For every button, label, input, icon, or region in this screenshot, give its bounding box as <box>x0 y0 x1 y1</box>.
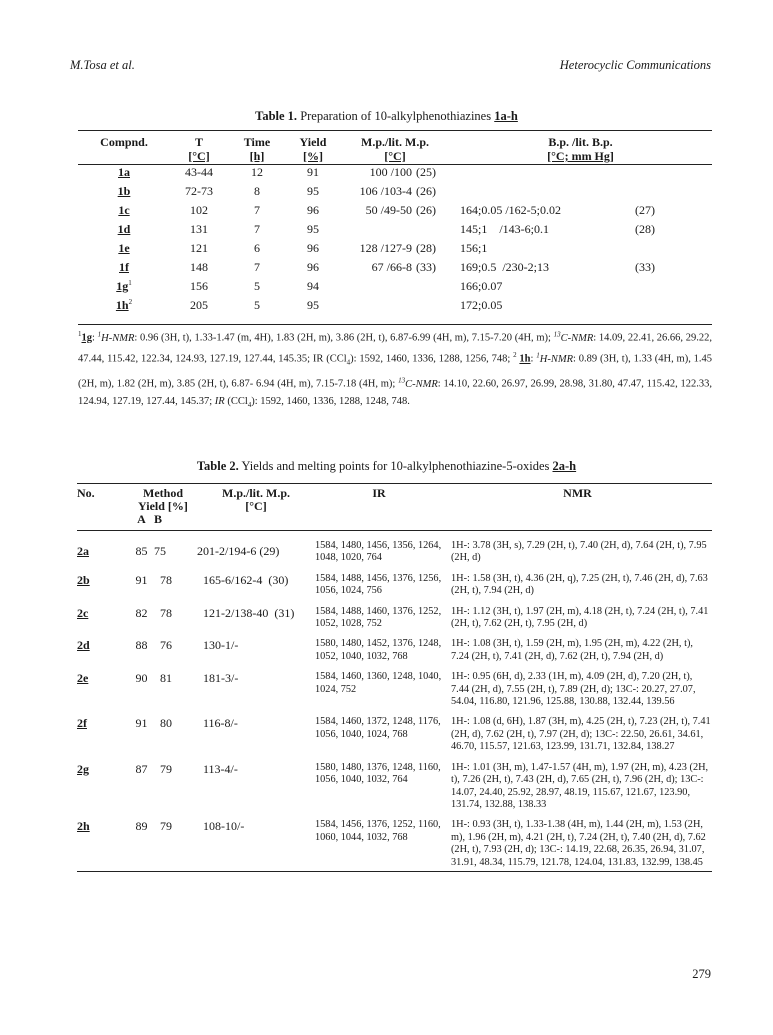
t1-unit-t: [°C] <box>188 149 210 163</box>
nmr-data: 1H-: 1.01 (3H, m), 1.47-1.57 (4H, m), 1.97 (2H, m), 4.23 (2H, t), 7.26 (2H, t), 7.43 (2H, d), 7.65 (2H, t), 7.96 (2H, d); 13C-: 14.07, 24.40, 25.92, 28.97, 48.19, 115.67, 121.67, 123.90, 131.74, 132.88, 138.33 <box>451 761 709 810</box>
melting-point: 165-6/162-4 (30) <box>203 572 289 587</box>
yield-b: 80 <box>160 716 172 731</box>
table2-top-rule <box>77 483 712 484</box>
table-row <box>78 296 711 315</box>
table1-bottom-rule <box>78 324 712 325</box>
t1-col-compnd: Compnd. <box>100 135 148 149</box>
yield-a: 82 <box>135 605 148 620</box>
boiling-point: 164;0.05 /162-5;0.02 <box>460 203 561 217</box>
melting-point: 130-1/- <box>203 638 239 653</box>
melting-point: 106 /103-4 <box>359 184 412 198</box>
compound-id: 2g <box>77 761 89 776</box>
time: 7 <box>254 222 260 236</box>
compound-id: 1h <box>115 298 129 312</box>
nmr-data: 1H-: 1.08 (d, 6H), 1.87 (3H, m), 4.25 (2H, t), 7.23 (2H, t), 7.41 (2H, d), 7.62 (2H, t), 7.97 (2H, d); 13C-: 22.50, 26.61, 34.61, 46.70, 115.57, 121.63, 123.99, 131.71, 132.84, 138.27 <box>451 716 711 753</box>
boiling-point: 145;1 /143-6;0.1 <box>460 222 549 236</box>
compound-id: 1e <box>118 241 130 255</box>
melting-point: 121-2/138-40 (31) <box>203 605 295 620</box>
t2-col-mp: M.p./lit. M.p. <box>222 486 290 500</box>
running-header-authors: M.Tosa et al. <box>70 58 135 72</box>
melting-point <box>340 220 416 239</box>
ir-data: 1584, 1456, 1376, 1252, 1160, 1060, 1044, 1032, 768 <box>315 819 441 843</box>
mp-ref: (25) <box>416 165 436 179</box>
table-row <box>77 630 712 663</box>
compound-id: 1a <box>118 165 130 179</box>
table-row <box>77 754 712 812</box>
yield-a: 88 <box>135 638 148 653</box>
compound-id: 1c <box>118 203 130 217</box>
melting-point: 128 /127-9 <box>359 241 412 255</box>
compound-id: 2d <box>77 638 90 653</box>
time: 7 <box>254 260 260 274</box>
yield-b: 79 <box>160 761 172 776</box>
boiling-point: 172;0.05 <box>460 298 503 312</box>
boiling-point <box>450 182 635 201</box>
temperature: 148 <box>190 260 208 274</box>
running-header-journal: Heterocyclic Communications <box>559 58 711 72</box>
melting-point: 181-3/- <box>203 671 239 686</box>
yield-b: 75 <box>154 544 166 558</box>
melting-point <box>340 296 416 315</box>
boiling-point: 169;0.5 /230-2;13 <box>460 260 549 274</box>
table-row <box>77 526 712 565</box>
ir-data: 1580, 1480, 1452, 1376, 1248, 1052, 1040, 1032, 768 <box>315 638 442 662</box>
table-row <box>77 708 712 753</box>
mp-ref: (33) <box>416 260 436 274</box>
yield: 96 <box>307 203 319 217</box>
yield-b: 78 <box>160 605 172 620</box>
mp-ref: (26) <box>416 203 436 217</box>
yield-b: 76 <box>160 638 172 653</box>
compound-id: 2a <box>77 544 89 558</box>
time: 12 <box>251 165 263 179</box>
ir-data: 1584, 1488, 1460, 1376, 1252, 1052, 1028, 752 <box>315 605 442 630</box>
temperature: 131 <box>190 222 208 236</box>
footnote-mark: 2 <box>128 298 133 306</box>
time: 6 <box>254 241 260 255</box>
temperature: 205 <box>190 298 208 312</box>
table2-bottom-rule <box>77 871 712 872</box>
table1-header-rule <box>78 164 712 165</box>
bp-ref: (27) <box>635 203 655 217</box>
t2-sub-yield: Yield [%] <box>138 499 188 513</box>
t2-sub-a: A <box>137 512 146 526</box>
melting-point <box>340 277 416 296</box>
ir-data: 1584, 1460, 1360, 1248, 1040, 1024, 752 <box>315 671 442 695</box>
table2-caption: Table 2. Yields and melting points for 10-alkylphenothiazine-5-oxides 2a-h <box>196 459 577 473</box>
temperature: 43-44 <box>185 165 213 179</box>
table-row <box>77 598 712 631</box>
mp-ref <box>416 296 450 315</box>
bp-ref <box>635 163 711 182</box>
yield-a: 91 <box>135 716 148 731</box>
compound-id: 2f <box>77 716 87 731</box>
bp-ref <box>635 239 711 258</box>
nmr-data: 1H-: 3.78 (3H, s), 7.29 (2H, t), 7.40 (2H, d), 7.64 (2H, t), 7.95 (2H, d) <box>451 540 707 564</box>
ir-data: 1584, 1488, 1456, 1376, 1256, 1056, 1024, 756 <box>315 572 442 597</box>
compound-id: 1b <box>117 184 131 198</box>
time: 8 <box>254 184 260 198</box>
t1-unit-bp: [°C; mm Hg] <box>547 149 614 163</box>
melting-point: 113-4/- <box>203 761 238 776</box>
table-row <box>78 258 711 277</box>
compound-id: 2h <box>77 819 90 834</box>
bp-ref: (28) <box>635 222 655 236</box>
bp-ref <box>635 182 711 201</box>
t2-sub-unit: [°C] <box>245 499 267 513</box>
mp-ref: (28) <box>416 241 436 255</box>
yield: 95 <box>307 222 319 236</box>
yield-b: 79 <box>160 819 172 834</box>
yield: 91 <box>307 165 319 179</box>
melting-point: 100 /100 <box>369 165 412 179</box>
bp-ref: (33) <box>635 260 655 274</box>
temperature: 156 <box>190 279 208 293</box>
t1-col-time: Time <box>243 135 271 149</box>
t2-col-method: Method <box>143 486 183 500</box>
temperature: 121 <box>190 241 208 255</box>
mp-ref <box>416 277 450 296</box>
yield-a: 90 <box>135 671 148 686</box>
bp-ref <box>635 277 711 296</box>
t1-unit-time: [h] <box>249 149 265 163</box>
temperature: 72-73 <box>185 184 213 198</box>
table2 <box>77 487 712 869</box>
t1-unit-mp: [°C] <box>384 149 406 163</box>
nmr-data: 1H-: 1.12 (3H, t), 1.97 (2H, m), 4.18 (2H, t), 7.24 (2H, t), 7.41 (2H, t), 7.62 (2H, t), 7.95 (2H, d) <box>451 605 709 630</box>
melting-point: 108-10/- <box>203 819 245 834</box>
ir-data: 1584, 1460, 1372, 1248, 1176, 1056, 1040, 1024, 768 <box>315 716 441 740</box>
yield-b: 78 <box>160 572 172 587</box>
nmr-data: 1H-: 1.58 (3H, t), 4.36 (2H, q), 7.25 (2H, t), 7.46 (2H, d), 7.63 (2H, t), 7.94 (2H, d) <box>451 572 708 597</box>
yield-a: 85 <box>135 544 148 558</box>
table-row <box>78 201 711 220</box>
footnote-mark: 1 <box>128 279 132 287</box>
yield: 95 <box>307 184 319 198</box>
boiling-point: 156;1 <box>460 241 488 255</box>
t2-col-ir: IR <box>372 486 386 500</box>
table-row <box>78 163 711 182</box>
table-row <box>77 663 712 708</box>
yield-a: 91 <box>135 572 148 587</box>
t1-col-yield: Yield <box>299 135 327 149</box>
mp-ref <box>416 220 450 239</box>
table1 <box>78 135 711 315</box>
compound-id: 2c <box>77 605 89 620</box>
yield-a: 89 <box>135 819 148 834</box>
table1-top-rule <box>78 130 712 131</box>
nmr-data: 1H-: 0.93 (3H, t), 1.33-1.38 (4H, m), 1.44 (2H, m), 1.53 (2H, m), 1.96 (2H, m), 4.21 (2H, t), 7.24 (2H, t), 7.40 (2H, d), 7.62 (2H, t), 7.93 (2H, d); 13C-: 14.19, 22.68, 26.35, 26.94, 31.07, 31.91, 48.34, 115.79, 121.78, 124.04, 131.83, 132.99, 138.45 <box>451 819 706 868</box>
t2-sub-b: B <box>154 512 163 526</box>
boiling-point <box>450 163 635 182</box>
table-row <box>77 811 712 869</box>
ir-data: 1580, 1480, 1376, 1248, 1160, 1056, 1040, 1032, 764 <box>315 761 441 786</box>
melting-point: 50 /49-50 <box>365 203 412 217</box>
table1-footnote: $^1$1g: $^1$H-NMR: 0.96 (3H, t), 1.33-1.47 (m, 4H), 1.83 (2H, m), 3.86 (2H, t), 6.87-6.99 (4H, m), 7.15-7.20 (4H, m); $^{13}$C-NMR: 14.09, 22.41, 26.66, 29.22, 47.44, 115.42, 122.34, 124.93, 127.19, 127.44, 145.35; IR (CCl$_4$): 1592, 1460, 1336, 1288, 1256, 748; $^2$ 1h: $^1$H-NMR: 0.89 (3H, t), 1.33 (4H, m), 1.45 (2H, m), 1.82 (2H, m), 3.85 (2H, t), 6.87- 6.94 (4H, m), 7.15-7.18 (4H, m); $^{13}$C-NMR: 14.10, 22.60, 26.97, 26.99, 28.98, 31.80, 47.47, 115.42, 122.33, 124.94, 127.19, 127.44, 145.37; IR (CCl$_4$): 1592, 1460, 1336, 1288, 1248, 748. <box>78 330 713 410</box>
melting-point: 201-2/194-6 (29) <box>197 544 280 558</box>
table-row <box>78 239 711 258</box>
yield: 95 <box>307 298 319 312</box>
ir-data: 1584, 1480, 1456, 1356, 1264, 1048, 1020, 764 <box>315 540 442 564</box>
t2-col-no: No. <box>77 486 95 500</box>
yield: 94 <box>307 279 319 293</box>
compound-id: 2b <box>77 572 90 587</box>
bp-ref <box>635 296 711 315</box>
melting-point: 116-8/- <box>203 716 238 731</box>
mp-ref: (26) <box>416 184 436 198</box>
page-number: 279 <box>692 967 711 981</box>
compound-id: 1f <box>119 260 129 274</box>
table-row <box>78 277 711 296</box>
table-row <box>78 220 711 239</box>
nmr-data: 1H-: 1.08 (3H, t), 1.59 (2H, m), 1.95 (2H, m), 4.22 (2H, t), 7.24 (2H, t), 7.41 (2H, d), 7.62 (2H, t), 7.94 (2H, d) <box>451 638 693 662</box>
yield: 96 <box>307 260 319 274</box>
table1-caption: Table 1. Preparation of 10-alkylphenothiazines 1a-h <box>255 109 518 123</box>
t1-col-mp: M.p./lit. M.p. <box>361 135 429 149</box>
yield-a: 87 <box>135 761 148 776</box>
compound-id: 1d <box>117 222 131 236</box>
temperature: 102 <box>190 203 208 217</box>
compound-id: 2e <box>77 671 89 686</box>
t1-unit-yield: [%] <box>303 149 323 163</box>
t1-col-bp: B.p. /lit. B.p. <box>548 135 613 149</box>
yield: 96 <box>307 241 319 255</box>
melting-point: 67 /66-8 <box>371 260 412 274</box>
compound-id: 1g <box>116 279 129 293</box>
table-row <box>78 182 711 201</box>
table2-header-rule <box>77 530 712 531</box>
boiling-point: 166;0.07 <box>460 279 503 293</box>
t1-col-t: T <box>194 135 203 149</box>
nmr-data: 1H-: 0.95 (6H, d), 2.33 (1H, m), 4.09 (2H, d), 7.20 (2H, t), 7.44 (2H, d), 7.55 (2H, t), 7.89 (2H, d); 13C-: 20.27, 27.07, 54.04, 116.80, 121.96, 125.88, 130.88, 132.44, 139.56 <box>451 671 696 708</box>
time: 5 <box>254 279 260 293</box>
t2-col-nmr: NMR <box>563 486 592 500</box>
time: 5 <box>254 298 260 312</box>
yield-b: 81 <box>160 671 172 686</box>
time: 7 <box>254 203 260 217</box>
table-row <box>77 565 712 598</box>
